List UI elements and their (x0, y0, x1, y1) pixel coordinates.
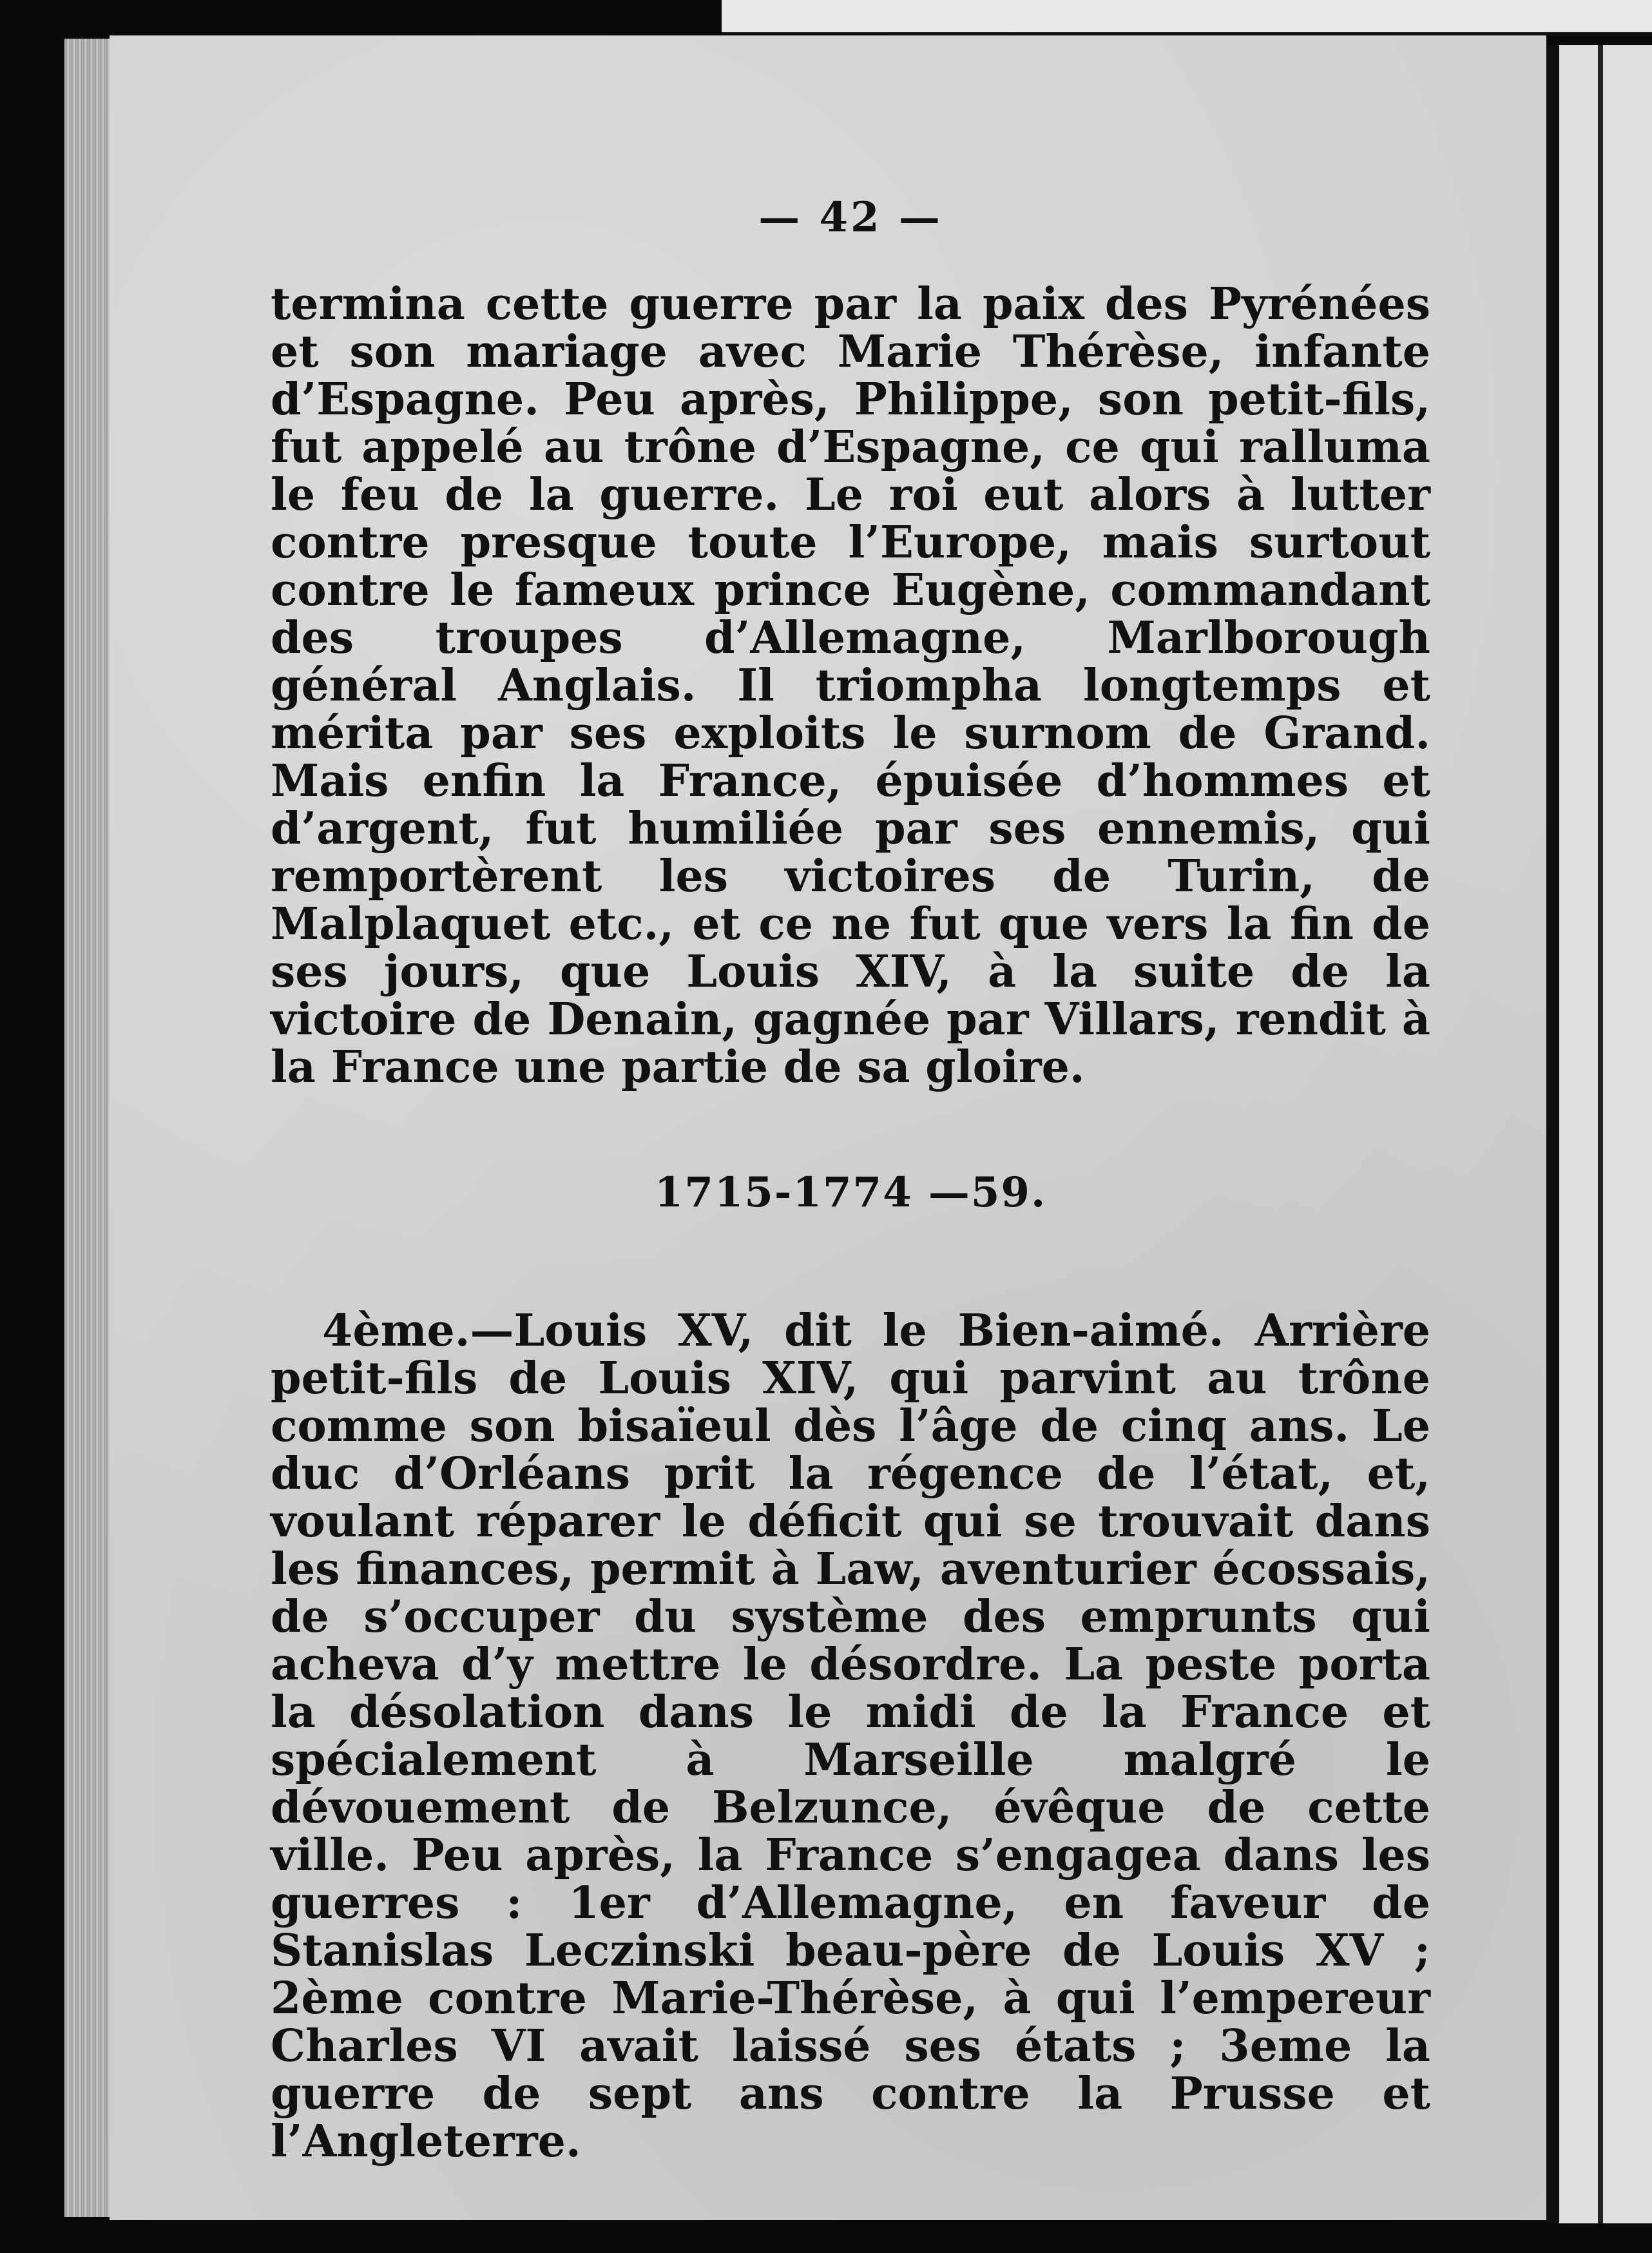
page-number: — 42 — (758, 193, 943, 242)
facing-page-edge (1546, 45, 1652, 2223)
top-paper-strip (722, 0, 1652, 36)
section-heading-louis-xv: 1715-1774 —59. (654, 1168, 1047, 1217)
paragraph-louis-xiv: termina cette guerre par la paix des Pyrénées et son mariage avec Marie Thérèse, infante d’Espagne. Peu après, Philippe, son petit-fils, fut appelé au trône d’Espagne, ce qui ralluma le feu de la guerre. Le roi eut alors à lutter contre presque toute l’Europe, mais surtout contre le fameux prince Eugène, commandant des troupes d’Allemagne, Marlborough général Anglais. Il triompha longtemps et mérita par ses exploits le surnom de Grand. Mais enfin la France, épuisée d’hommes et d’argent, fut humiliée par ses ennemis, qui remportèrent les victoires de Turin, de Malplaquet etc., et ce ne fut que vers la fin de ses jours, que Louis XIV, à la suite de la victoire de Denain, gagnée par Villars, rendit à la France une partie de sa gloire. (271, 278, 1430, 1093)
page-content (271, 193, 1430, 2165)
page-edges (64, 39, 116, 2217)
paragraph-louis-xv: 4ème.—Louis XV, dit le Bien-aimé. Arrière petit-fils de Louis XIV, qui parvint au trône comme son bisaïeul dès l’âge de cinq ans. Le duc d’Orléans prit la régence de l’état, et, voulant réparer le déficit qui se trouvait dans les finances, permit à Law, aventurier écossais, de s’occuper du système des emprunts qui acheva d’y mettre le désordre. La peste porta la désolation dans le midi de la France et spécialement à Marseille malgré le dévouement de Belzunce, évêque de cette ville. Peu après, la France s’engagea dans les guerres : 1er d’Allemagne, en faveur de Stanislas Leczinski beau-père de Louis XV ; 2ème contre Marie-Thérèse, à qui l’empereur Charles VI avait laissé ses états ; 3eme la guerre de sept ans contre la Prusse et l’Angleterre. (271, 1305, 1430, 2167)
facing-page-gutter (1598, 45, 1603, 2223)
